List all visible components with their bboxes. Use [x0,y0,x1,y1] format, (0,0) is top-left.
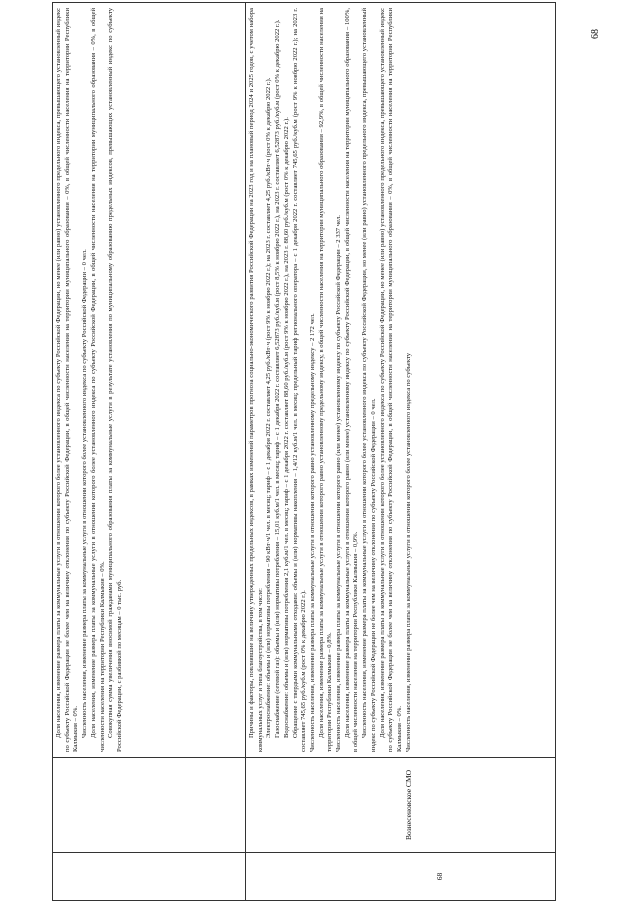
municipality-name: Вознесеновское СМО [246,758,556,853]
paragraph: Газоснабжение (сетевой газ): объемы и (или) нормативы потребления – 15,01 куб.м/1 чел. в месяц; тариф – с 1 декабря 2022 г. составляет 6,52873 руб./куб.м (рост 8,5% к ноябрю 2022 г.), на 2023 г. составляет 6,52873 руб./куб.м (рост 0% к декабрю 2022 г.). [274,19,282,738]
paragraph: Численность населения, изменение размера платы за коммунальные услуги в отношении которого равно (или менее) установленному индексу по субъекту Российской Федерации – 2 337 чел. [335,215,343,752]
paragraph: Доля населения, изменение размера платы за коммунальные услуги в отношении которого более установленного индекса по субъекту Российской Федерации, в общей численности населения на территории муниципального образования – 0%, в общей численности населения на территории Республики Калмыкия – 0%. [89,8,106,752]
paragraph: Обращение с твердыми коммунальными отходами: объемы и (или) нормативы накопления – 1,4/12 куб.м/1 чел. в месяц; предельный тариф регионального оператора – с 1 декабря 2022 г. составляет 745,65 руб./куб.м (рост 9% к ноябрю 2022 г.); на 2023 г. составляет 745,65 руб./куб.м (рост 0% к декабрю 2022 г.). [291,8,308,752]
page-number: 68 [590,29,601,39]
paragraph: Численность населения, изменение размера платы за коммунальные услуги в отношении которого более установленного индекса по субъекту Российской Федерации – 0 чел. [81,249,89,738]
table-row [246,3,556,901]
paragraph: Численность населения, изменение размера платы за коммунальные услуги в отношении которого более установленного индекса по субъекту Российской Федерации, но менее (или равно) установленного предельного индекса, превышающего установленный индекс по субъекту Российской Федерации не более чем на величину отклонения по субъекту Российской Федерации – 0 чел. [361,8,377,752]
tariff-table [52,2,556,901]
paragraph: Численность населения, изменение размера платы за коммунальные услуги в отношении которого более установленного индекса по субъекту [404,352,412,752]
paragraph: Причины и факторы, повлиявшие на величину утвержденных предельных индексов, в рамках изменений параметров прогноза социально-экономического развития Российской Федерации на 2023 год и на плановый период 2024 и 2025 годов, с учетом набора коммунальных услуг и типа благоустройства, в том числе: [248,8,264,752]
paragraph: Электроснабжение: объемы и (или) нормативы потребления – 90 кВт·ч/1 чел. в месяц; тариф – с 1 декабря 2022 г. составляет 4,25 руб./кВт·ч (рост 9% к ноябрю 2022 г.); на 2023 г. составляет 4,25 руб./кВт·ч (рост 0% к декабрю 2022 г.). [265,77,273,738]
municipality-name [53,758,246,853]
table-row [53,3,246,901]
paragraph: Доля населения, изменение размера платы за коммунальные услуги в отношении которого равно (или менее) установленному индексу по субъекту Российской Федерации, в общей численности населения на территории муниципального образования – 100%, в общей численности населения на территории Республики Калмыкия – 0,9%. [343,8,360,752]
paragraph: Доля населения, изменение размера платы за коммунальные услуги в отношении которого более установленного индекса по субъекту Российской Федерации, но менее (или равно) установленного предельного индекса, превышающего установленный индекс по субъекту Российской Федерации не более чем на величину отклонения по субъекту Российской Федерации, в общей численности населения на территории муниципального образования – 0%, в общей численности населения на территории Республики Калмыкия – 0%. [378,8,403,752]
row-text [246,3,556,758]
row-text [53,3,246,758]
paragraph: Водоснабжение: объемы и (или) нормативы потребления 2,1 куб.м/1 чел. в месяц; тариф – с 1 декабря 2022 г. составляет 88,60 руб./куб.м (рост 9% к ноябрю 2022 г.), на 2023 г. 88,60 руб./куб.м (рост 0% к декабрю 2022 г.). [282,117,290,738]
row-number: 68 [246,853,556,901]
row-number [53,853,246,901]
paragraph: Численность населения, изменение размера платы за коммунальные услуги в отношении которого равно установленному предельному индексу – 2 172 чел. [308,313,316,752]
paragraph: Совокупная сумма увеличения вносимой гражданами муниципального образования платы за коммунальные услуги в результате установления по муниципальному образованию предельных индексов, превышающих установленный индекс по субъекту Российской Федерации, с разбивкой по месяцам – 0 тыс. руб. [107,8,123,752]
paragraph: Доля населения, изменение размера платы за коммунальные услуги в отношении которого более установленного индекса по субъекту Российской Федерации, но менее (или равно) установленного предельного индекса, превышающего установленный индекс по субъекту Российской Федерации не более чем на величину отклонения по субъекту Российской Федерации, в общей численности населения на территории муниципального образования – 0%, в общей численности населения на территории Республики Калмыкия – 0%. [55,8,80,752]
paragraph: Доля населения, изменение размера платы за коммунальные услуги в отношении которого равно установленному предельному индексу, в общей численности населения на территории муниципального образования – 92,9%, в общей численности населения на территории Республики Калмыкия – 0,8%. [317,8,334,752]
